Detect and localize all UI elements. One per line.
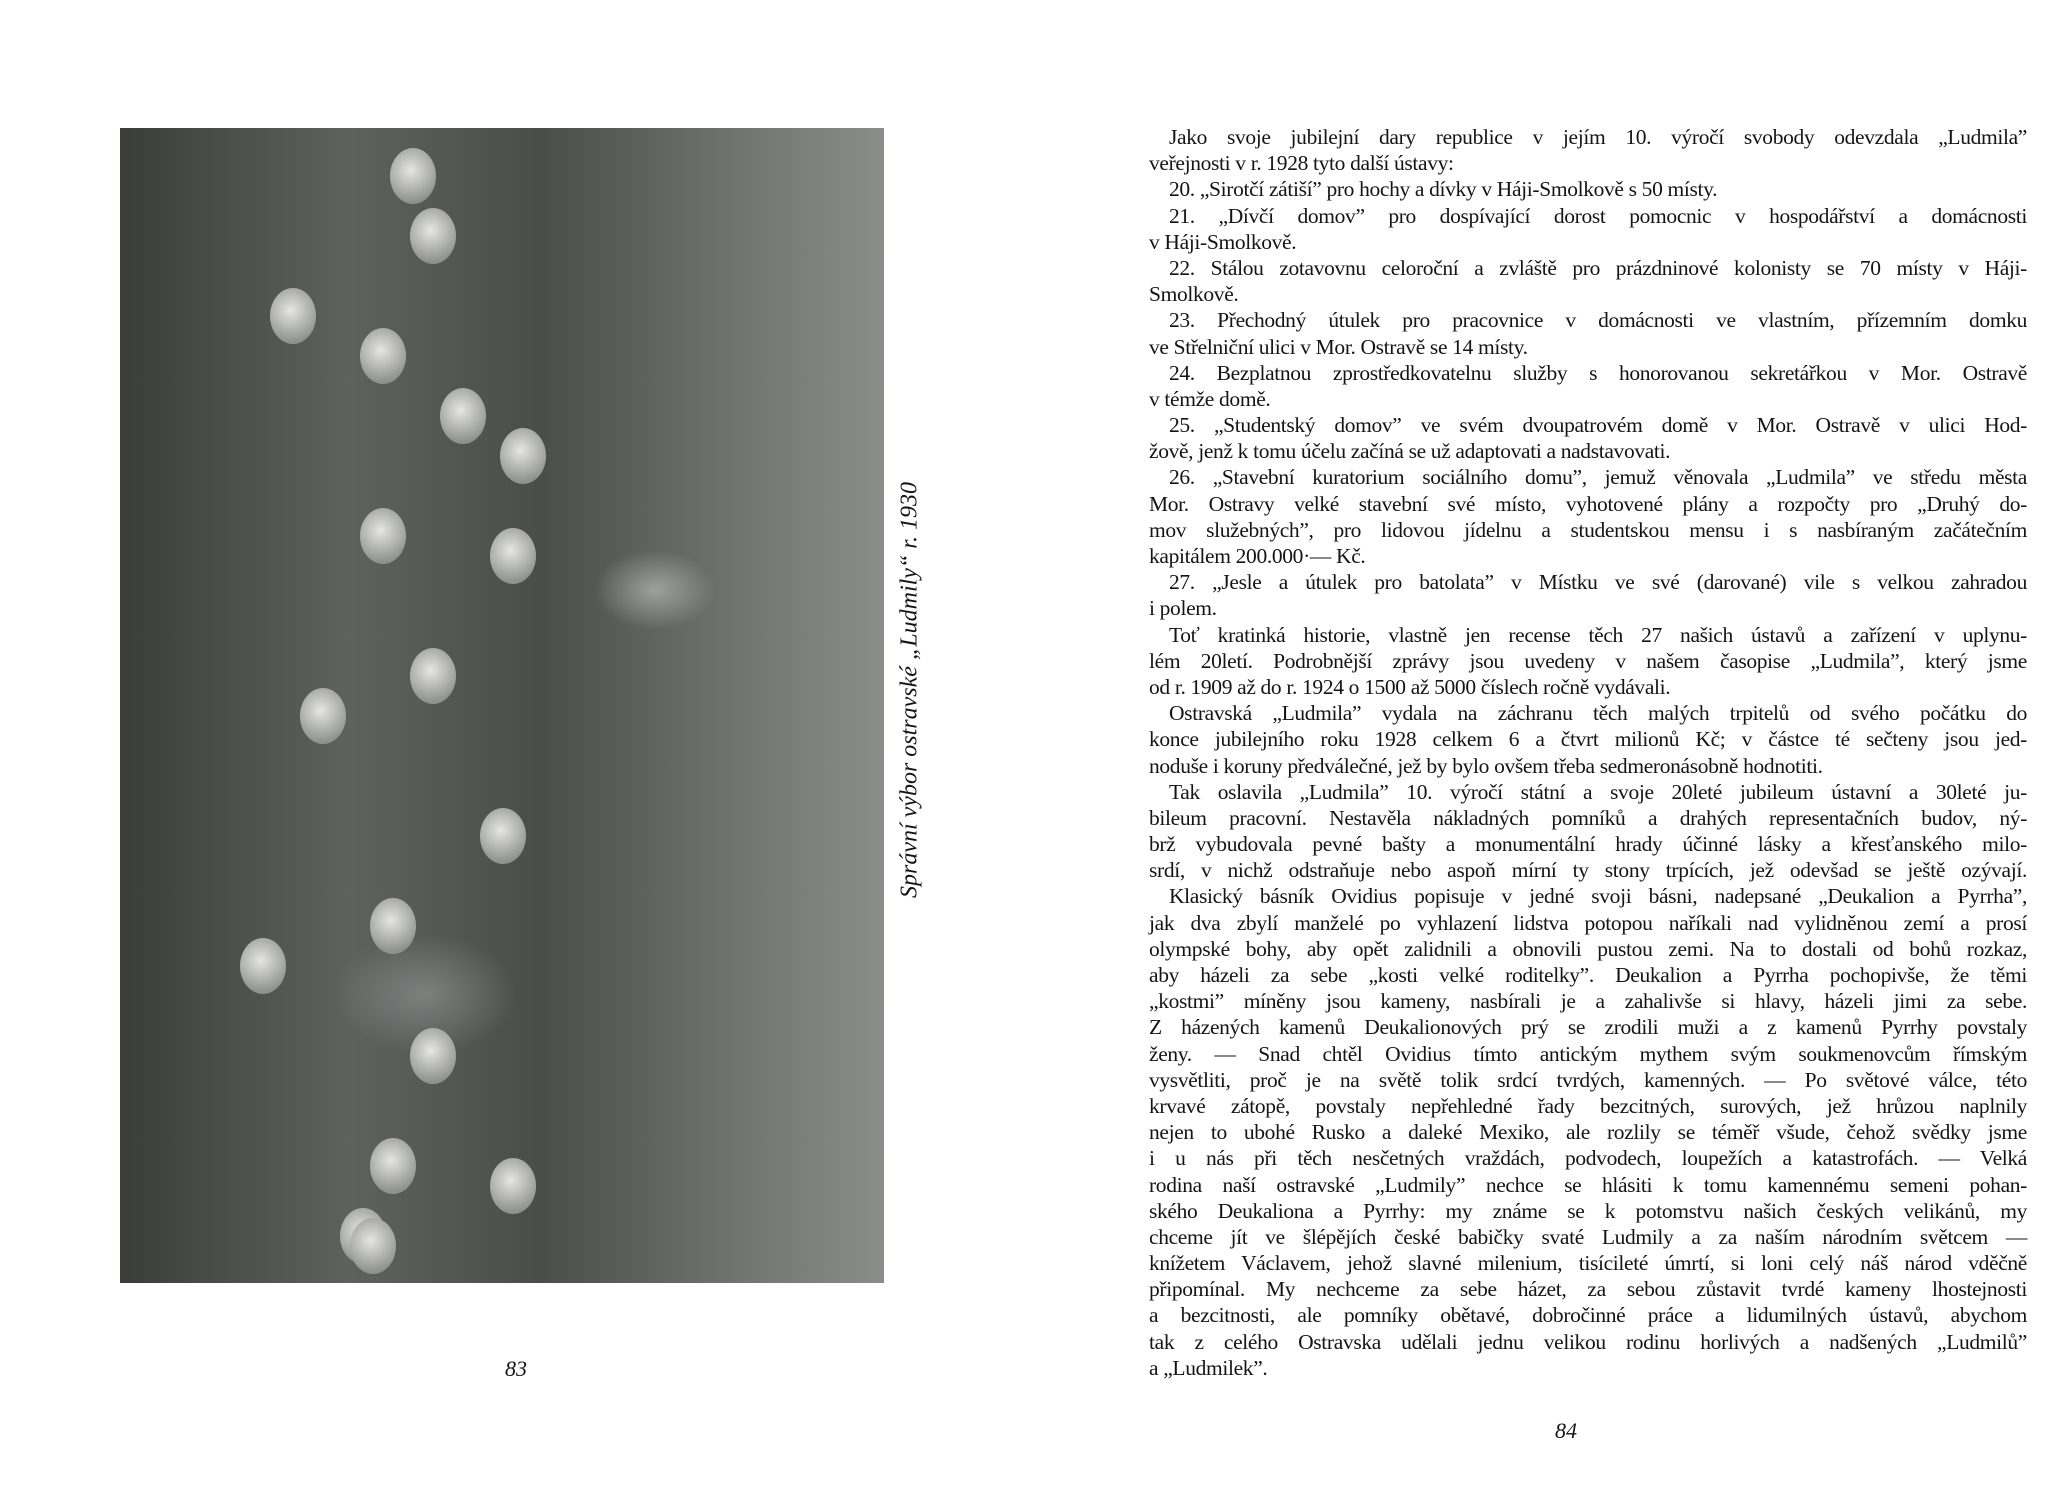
photo-caption: Správní výbor ostravské „Ludmily“ r. 1930 <box>896 482 923 898</box>
text-line: Smolkově. <box>1149 282 1239 307</box>
text-line: 24. Bezplatnou zprostředkovatelnu služby s honorovanou sekretářkou v Mor. Ostravě <box>1169 360 2027 385</box>
text-line: chceme jít ve šlépějích české babičky svaté Ludmily a za naším národním světcem — <box>1149 1224 2027 1249</box>
text-line: v témže domě. <box>1149 386 1271 411</box>
text-line: Mor. Ostravy velké stavební své místo, vyhotovené plány a rozpočty pro „Druhý do- <box>1149 491 2027 516</box>
page-number-left: 83 <box>505 1356 527 1381</box>
photo-figure <box>490 528 536 584</box>
text-line: Klasický básník Ovidius popisuje v jedné svoji básni, nadepsané „Deukalion a Pyrrha”, <box>1169 884 2027 909</box>
text-line: konce jubilejního roku 1928 celkem 6 a čtvrt milionů Kč; v částce té sečteny jsou jed- <box>1149 727 2027 752</box>
photo-figure <box>410 648 456 704</box>
text-line: nejen to ubohé Rusko a daleké Mexiko, ale rozlily se téměř všude, čehož svědky jsme <box>1149 1120 2027 1145</box>
text-line: 20. „Sirotčí zátiší” pro hochy a dívky v Háji-Smolkově s 50 místy. <box>1169 177 1718 202</box>
text-line: „kostmi” míněny jsou kameny, nasbírali je a zahalivše si hlavy, házeli jimi za sebe. <box>1149 989 2027 1014</box>
text-line: 21. „Dívčí domov” pro dospívající dorost pomocnic v hospodářství a domácnosti <box>1169 203 2027 228</box>
text-line: Toť kratinká historie, vlastně jen recense těch 27 našich ústavů a zařízení v uplynu- <box>1169 622 2027 647</box>
photo-figure <box>360 328 406 384</box>
text-line: noduše i koruny předválečné, jež by bylo ovšem třeba sedmeronásobně hodnotiti. <box>1149 753 1823 778</box>
text-line: kapitálem 200.000·— Kč. <box>1149 544 1366 568</box>
photo-figure <box>410 208 456 264</box>
text-line: 27. „Jesle a útulek pro batolata” v Místku ve své (darované) vile s velkou zahradou <box>1169 570 2027 595</box>
text-line: v Háji-Smolkově. <box>1149 229 1297 254</box>
photo-figure <box>300 688 346 744</box>
photo-figure <box>390 148 436 204</box>
photo-figure <box>490 1158 536 1214</box>
text-line: mov služebných”, pro lidovou jídelnu a studentskou mensu i s nasbíraným začátečním <box>1149 517 2027 542</box>
text-line: brž vybudovala pevné bašty a monumentální hrady účinné lásky a křesťanského milo- <box>1149 832 2027 857</box>
text-line: 26. „Stavební kuratorium sociálního domu”, jemuž věnovala „Ludmila” ve středu města <box>1169 465 2027 490</box>
text-line: ského Deukaliona a Pyrrhy: my známe se k potomstvu našich českých velikánů, my <box>1149 1198 2027 1223</box>
text-line: srdí, v nichž odstraňuje nebo aspoň mírní ty stony trpících, jež odevšad se ještě ozývají. <box>1149 858 2027 883</box>
photo-figure <box>270 288 316 344</box>
photo-figure <box>240 938 286 994</box>
text-line: Z házených kamenů Deukalionových prý se zrodili muži a z kamenů Pyrrhy povstaly <box>1149 1015 2027 1040</box>
text-line: Tak oslavila „Ludmila” 10. výročí státní a svoje 20leté jubileum ústavní a 30leté ju- <box>1169 779 2027 804</box>
text-line: 25. „Studentský domov” ve svém dvoupatrovém domě v Mor. Ostravě v ulici Hod- <box>1169 413 2027 438</box>
text-line: tak z celého Ostravska udělali jednu velikou rodinu horlivých a nadšených „Ludmilů” <box>1149 1329 2027 1354</box>
text-line: veřejnosti v r. 1928 tyto další ústavy: <box>1149 151 1454 176</box>
text-line: jak dva zbylí manželé po vyhlazení lidstva potopou naříkali nad vylidněnou zemí a prosí <box>1149 910 2027 935</box>
text-line: i u nás při těch nesčetných vraždách, podvodech, loupežích a katastrofách. — Velká <box>1149 1146 2027 1171</box>
page-number-right: 84 <box>1555 1418 1577 1443</box>
text-line: 22. Stálou zotavovnu celoroční a zvláště pro prázdninové kolonisty se 70 místy v Háji- <box>1169 255 2027 280</box>
photo-figure <box>480 808 526 864</box>
body-text <box>1149 124 2027 1381</box>
text-line: i polem. <box>1149 596 1217 621</box>
text-line: vysvětliti, proč je na světě tolik srdcí tvrdých, kamenných. — Po světové válce, této <box>1149 1067 2027 1092</box>
text-line: Jako svoje jubilejní dary republice v jejím 10. výročí svobody odevzdala „Ludmila” <box>1169 125 2027 149</box>
text-line: ženy. — Snad chtěl Ovidius tímto antickým mythem svým soukmenovcům římským <box>1149 1041 2027 1066</box>
text-line: 23. Přechodný útulek pro pracovnice v domácnosti ve vlastním, přízemním domku <box>1169 308 2027 333</box>
text-line: bileum pracovní. Nestavěla nákladných pomníků a drahých representačních budov, ný- <box>1149 805 2027 830</box>
text-line: a „Ludmilek”. <box>1149 1355 1268 1380</box>
text-line: olympské bohy, aby opět zalidnili a obnovili pustou zemi. Na to dostali od bohů rozkaz, <box>1149 936 2027 961</box>
text-line: Ostravská „Ludmila” vydala na záchranu těch malých trpitelů od svého počátku do <box>1169 701 2027 726</box>
text-line: žově, jenž k tomu účelu začíná se už adaptovati a nadstavovati. <box>1149 439 1671 464</box>
photo-figure <box>410 1028 456 1084</box>
text-line: ve Střelniční ulici v Mor. Ostravě se 14 místy. <box>1149 334 1528 359</box>
text-line: knížetem Václavem, jehož slavné milenium, tisícileté úmrtí, si loni celý náš národ vděčně <box>1149 1251 2027 1276</box>
text-line: rodina naší ostravské „Ludmily” nechce se hlásiti k tomu kamennému semeni pohan- <box>1149 1172 2027 1197</box>
text-line: krvavé zátopě, povstaly nepřehledné řady bezcitných, surových, jež hrůzou naplnily <box>1149 1093 2027 1118</box>
text-line: připomínal. My nechceme za sebe házet, za sebou zůstavit tvrdé kameny lhostejnosti <box>1149 1277 2027 1302</box>
text-line: od r. 1909 až do r. 1924 o 1500 až 5000 číslech ročně vydávali. <box>1149 674 1671 699</box>
photo-figure <box>500 428 546 484</box>
photo-figure <box>370 1138 416 1194</box>
text-line: aby házeli za sebe „kosti velké roditelky”. Deukalion a Pyrrha pochopivše, že těmi <box>1149 963 2027 987</box>
photo-figure <box>370 898 416 954</box>
text-line: a bezcitnosti, ale pomníky obětavé, dobročinné práce a lidumilných ústavů, abychom <box>1149 1303 2027 1328</box>
photo-figure <box>350 1218 396 1274</box>
text-line: lém 20letí. Podrobnější zprávy jsou uvedeny v našem časopise „Ludmila”, který jsme <box>1149 648 2027 673</box>
photo-figure <box>360 508 406 564</box>
group-photograph <box>120 128 884 1283</box>
photo-figure <box>440 388 486 444</box>
